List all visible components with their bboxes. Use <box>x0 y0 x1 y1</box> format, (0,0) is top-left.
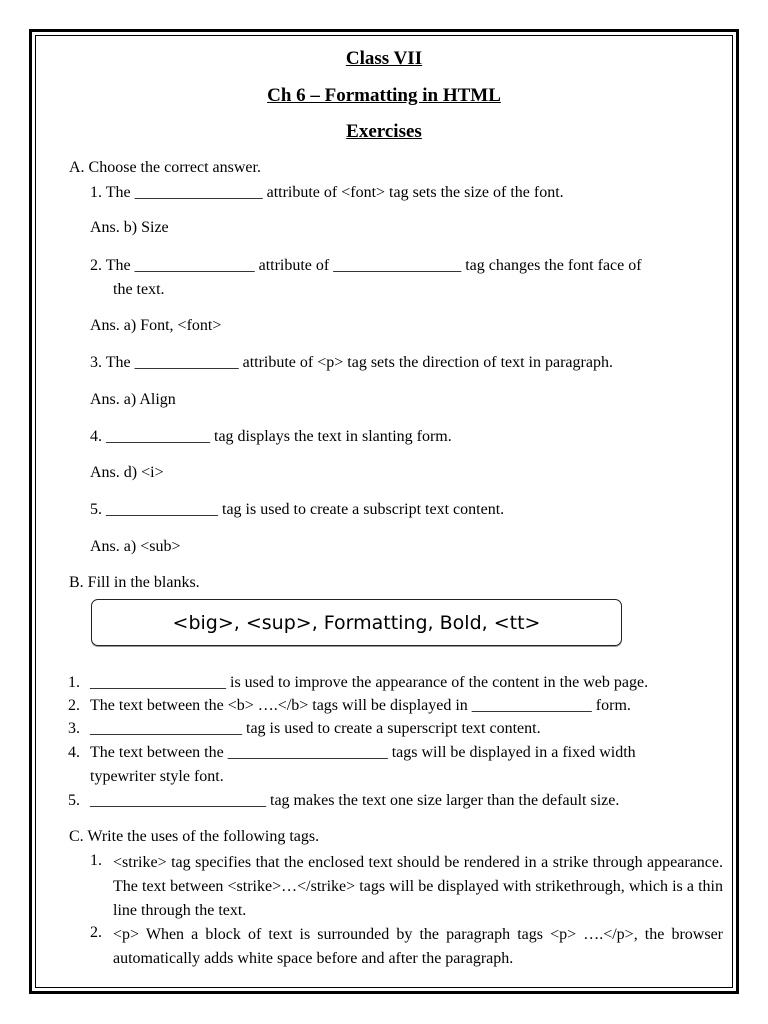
word-bank-box <box>91 599 622 646</box>
blank-5-number: 5. <box>68 792 80 809</box>
use-2-number: 2. <box>90 924 102 941</box>
exercises-title: Exercises <box>346 121 422 142</box>
blank-1: _________________ is used to improve the appearance of the content in the web page. <box>90 674 649 691</box>
blank-4: The text between the ____________________ tags will be displayed in a fixed width <box>90 744 636 761</box>
blank-2-number: 2. <box>68 697 80 714</box>
blank-4-cont: typewriter style font. <box>90 768 224 785</box>
question-a3: 3. The _____________ attribute of <p> tag sets the direction of text in paragraph. <box>90 354 613 371</box>
section-a-heading: A. Choose the correct answer. <box>69 159 261 176</box>
blank-5: ______________________ tag makes the text one size larger than the default size. <box>90 792 620 809</box>
answer-a1: Ans. b) Size <box>90 219 169 236</box>
answer-a4: Ans. d) <i> <box>90 464 164 481</box>
answer-a5: Ans. a) <sub> <box>90 538 181 555</box>
question-a4: 4. _____________ tag displays the text in slanting form. <box>90 428 452 445</box>
section-b-heading: B. Fill in the blanks. <box>69 574 200 591</box>
blank-3-number: 3. <box>68 720 80 737</box>
question-a2-cont: the text. <box>113 281 165 298</box>
section-c-heading: C. Write the uses of the following tags. <box>69 828 320 845</box>
blank-4-number: 4. <box>68 744 80 761</box>
blank-3: ___________________ tag is used to create a superscript text content. <box>90 720 541 737</box>
class-title: Class VII <box>345 48 423 69</box>
answer-a2: Ans. a) Font, <font> <box>90 317 222 334</box>
blank-2: The text between the <b> ….</b> tags will be displayed in _______________ form. <box>90 697 631 714</box>
use-2: <p> When a block of text is surrounded by the paragraph tags <p> ….</p>, the browser automatically adds white space before and after the paragraph. <box>113 926 723 967</box>
chapter-title: Ch 6 – Formatting in HTML <box>267 85 501 106</box>
answer-a3: Ans. a) Align <box>90 391 176 408</box>
use-1-number: 1. <box>90 852 102 869</box>
use-1: <strike> tag specifies that the enclosed text should be rendered in a strike through appearance. The text between <strike>…</strike> tags will be displayed with strikethrough, which is a thin line through the text. <box>113 854 723 919</box>
question-a1: 1. The ________________ attribute of <font> tag sets the size of the font. <box>90 184 564 201</box>
question-a2: 2. The _______________ attribute of ________________ tag changes the font face of <box>90 257 642 274</box>
word-bank-text: <big>, <sup>, Formatting, Bold, <tt> <box>172 611 541 634</box>
question-a5: 5. ______________ tag is used to create a subscript text content. <box>90 501 505 518</box>
blank-1-number: 1. <box>68 674 80 691</box>
